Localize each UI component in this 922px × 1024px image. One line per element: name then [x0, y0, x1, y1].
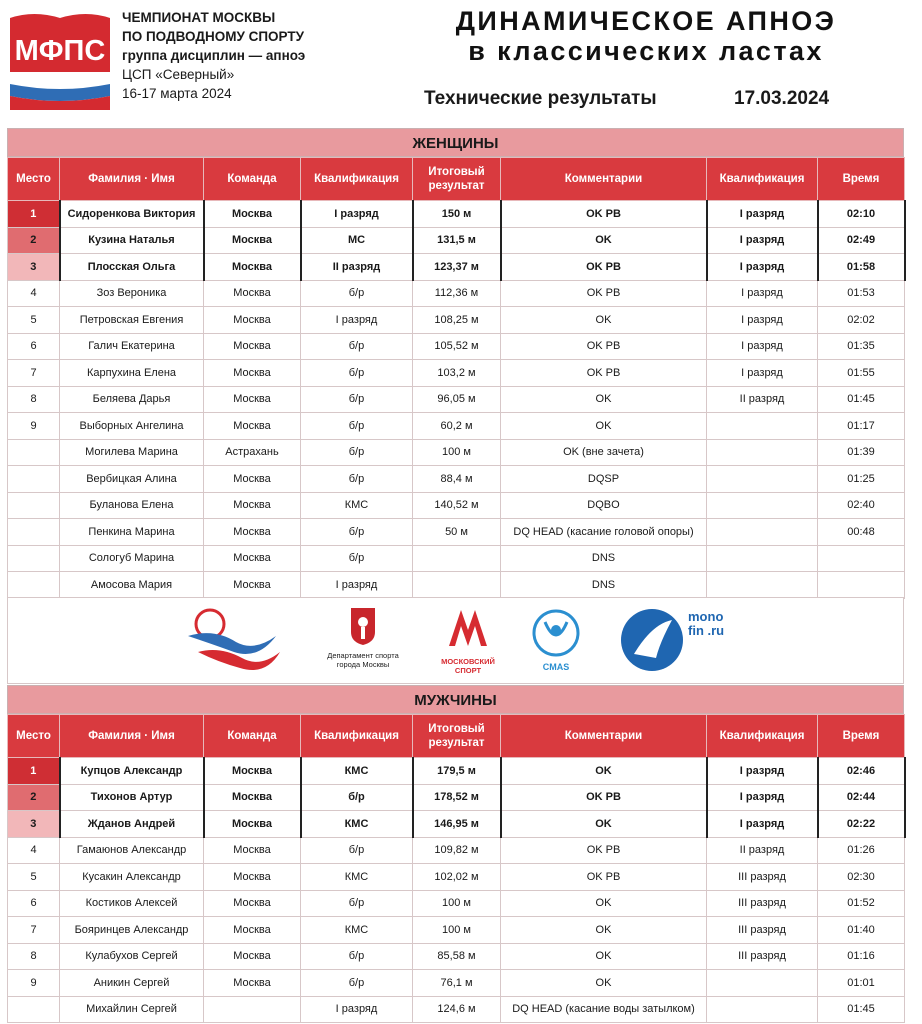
team-cell: Москва	[204, 784, 301, 811]
team-header: Команда	[204, 715, 301, 758]
place-cell	[8, 466, 60, 493]
team-cell: Москва	[204, 201, 301, 228]
qualification-cell: б/р	[301, 837, 413, 864]
comment-cell: OK РВ	[501, 201, 707, 228]
table-row	[8, 890, 905, 917]
table-row	[8, 970, 905, 997]
time-cell: 01:01	[818, 970, 905, 997]
name-cell: Плосская Ольга	[60, 254, 204, 281]
name-cell: Тихонов Артур	[60, 784, 204, 811]
name-cell: Михайлин Сергей	[60, 996, 204, 1023]
time-cell: 02:30	[818, 864, 905, 891]
team-cell: Москва	[204, 492, 301, 519]
qualification-cell: б/р	[301, 333, 413, 360]
result-cell: 146,95 м	[413, 811, 501, 838]
qualification-cell: I разряд	[301, 307, 413, 334]
name-cell: Аникин Сергей	[60, 970, 204, 997]
men-rows	[8, 758, 905, 1023]
place-cell: 1	[8, 758, 60, 785]
name-cell: Пенкина Марина	[60, 519, 204, 546]
time-cell: 02:02	[818, 307, 905, 334]
result-header: Итоговый результат	[413, 158, 501, 201]
place-cell	[8, 519, 60, 546]
place-cell	[8, 492, 60, 519]
team-cell: Москва	[204, 917, 301, 944]
women-title: ЖЕНЩИНЫ	[7, 128, 904, 157]
women-rows	[8, 201, 905, 599]
result-cell	[413, 572, 501, 599]
qualification-achieved-cell: I разряд	[707, 333, 818, 360]
qualification-achieved-cell: I разряд	[707, 360, 818, 387]
qualification-cell: II разряд	[301, 254, 413, 281]
qualification-cell: КМС	[301, 864, 413, 891]
team-cell: Москва	[204, 254, 301, 281]
qualification-cell: б/р	[301, 413, 413, 440]
name-cell: Галич Екатерина	[60, 333, 204, 360]
place-cell	[8, 439, 60, 466]
qualification-achieved-cell: III разряд	[707, 917, 818, 944]
qualification-cell: б/р	[301, 890, 413, 917]
table-row	[8, 492, 905, 519]
comment-cell: OK РВ	[501, 280, 707, 307]
comment-cell: OK	[501, 227, 707, 254]
place-cell: 2	[8, 227, 60, 254]
men-title: МУЖЧИНЫ	[7, 685, 904, 714]
swimmer-logo	[184, 606, 284, 679]
result-header: Итоговый результат	[413, 715, 501, 758]
qualification-achieved-cell	[707, 413, 818, 440]
team-cell: Москва	[204, 360, 301, 387]
place-cell: 4	[8, 837, 60, 864]
result-cell: 178,52 м	[413, 784, 501, 811]
comment-cell: OK РВ	[501, 864, 707, 891]
comment-cell: DQ HEAD (касание воды затылком)	[501, 996, 707, 1023]
place-cell: 3	[8, 254, 60, 281]
time-cell: 01:26	[818, 837, 905, 864]
name-header: Фамилия · Имя	[60, 158, 204, 201]
result-cell: 103,2 м	[413, 360, 501, 387]
result-cell: 100 м	[413, 917, 501, 944]
place-cell: 2	[8, 784, 60, 811]
result-cell: 102,02 м	[413, 864, 501, 891]
name-header: Фамилия · Имя	[60, 715, 204, 758]
comment-cell: DQSP	[501, 466, 707, 493]
qualification-achieved-cell	[707, 519, 818, 546]
time-cell: 01:58	[818, 254, 905, 281]
discipline-title	[380, 6, 912, 66]
table-row	[8, 280, 905, 307]
name-cell: Гамаюнов Александр	[60, 837, 204, 864]
event-dates: 16-17 марта 2024	[122, 86, 232, 101]
table-row	[8, 572, 905, 599]
place-cell: 3	[8, 811, 60, 838]
team-cell: Москва	[204, 466, 301, 493]
place-cell: 5	[8, 307, 60, 334]
team-cell: Москва	[204, 386, 301, 413]
name-cell: Могилева Марина	[60, 439, 204, 466]
place-cell	[8, 572, 60, 599]
comment-cell: OK	[501, 386, 707, 413]
comment-cell: OK	[501, 890, 707, 917]
result-cell: 140,52 м	[413, 492, 501, 519]
comment-cell: DQ HEAD (касание головой опоры)	[501, 519, 707, 546]
table-row	[8, 758, 905, 785]
result-cell: 131,5 м	[413, 227, 501, 254]
result-cell: 76,1 м	[413, 970, 501, 997]
qualification-achieved-cell: I разряд	[707, 280, 818, 307]
qualification-achieved-cell: III разряд	[707, 943, 818, 970]
name-cell: Карпухина Елена	[60, 360, 204, 387]
women-results-table	[7, 157, 906, 599]
team-cell: Москва	[204, 519, 301, 546]
place-header: Место	[8, 158, 60, 201]
name-cell: Кузина Наталья	[60, 227, 204, 254]
name-cell: Амосова Мария	[60, 572, 204, 599]
team-cell: Москва	[204, 811, 301, 838]
table-row	[8, 545, 905, 572]
team-cell	[204, 996, 301, 1023]
place-cell: 6	[8, 333, 60, 360]
time-cell: 01:52	[818, 890, 905, 917]
place-cell: 9	[8, 413, 60, 440]
comment-cell: OK	[501, 758, 707, 785]
result-cell: 88,4 м	[413, 466, 501, 493]
team-cell: Москва	[204, 572, 301, 599]
qualification-cell: б/р	[301, 784, 413, 811]
time-cell: 02:22	[818, 811, 905, 838]
place-header: Место	[8, 715, 60, 758]
table-row	[8, 784, 905, 811]
result-cell: 109,82 м	[413, 837, 501, 864]
discipline-title-line2: в классических ластах	[468, 36, 824, 66]
moscow-sport-department-caption: Департамент спорта города Москвы	[327, 651, 399, 669]
place-cell	[8, 996, 60, 1023]
time-header: Время	[818, 715, 905, 758]
comment-cell: OK	[501, 811, 707, 838]
qualification-cell: б/р	[301, 970, 413, 997]
table-row	[8, 227, 905, 254]
qualification-cell: КМС	[301, 917, 413, 944]
comment-cell: OK	[501, 970, 707, 997]
qualification-achieved-cell	[707, 492, 818, 519]
time-cell: 01:25	[818, 466, 905, 493]
result-cell: 85,58 м	[413, 943, 501, 970]
comment-cell: OK РВ	[501, 837, 707, 864]
qualification-achieved-cell: III разряд	[707, 864, 818, 891]
comment-cell: DNS	[501, 572, 707, 599]
name-cell: Зоз Вероника	[60, 280, 204, 307]
qualification-cell: МС	[301, 227, 413, 254]
time-cell: 01:53	[818, 280, 905, 307]
comment-cell: OK	[501, 413, 707, 440]
team-cell: Москва	[204, 307, 301, 334]
team-cell: Москва	[204, 970, 301, 997]
result-cell: 108,25 м	[413, 307, 501, 334]
name-cell: Костиков Алексей	[60, 890, 204, 917]
place-cell	[8, 545, 60, 572]
time-cell: 02:44	[818, 784, 905, 811]
results-date: 17.03.2024	[734, 88, 830, 109]
qualification-cell: I разряд	[301, 572, 413, 599]
qualification-cell: б/р	[301, 439, 413, 466]
cmas-logo	[528, 608, 584, 672]
comment-cell: DQBO	[501, 492, 707, 519]
team-cell: Москва	[204, 890, 301, 917]
qualification-cell: б/р	[301, 360, 413, 387]
qualification-achieved-cell: I разряд	[707, 227, 818, 254]
qualification-achieved-cell: I разряд	[707, 811, 818, 838]
discipline-group: группа дисциплин — апноэ	[122, 48, 306, 63]
name-cell: Петровская Евгения	[60, 307, 204, 334]
result-cell: 100 м	[413, 439, 501, 466]
team-header: Команда	[204, 158, 301, 201]
qualification-cell: б/р	[301, 280, 413, 307]
result-cell: 179,5 м	[413, 758, 501, 785]
name-cell: Беляева Дарья	[60, 386, 204, 413]
time-cell: 02:10	[818, 201, 905, 228]
event-info	[122, 8, 352, 103]
result-cell: 105,52 м	[413, 333, 501, 360]
qualification-cell: КМС	[301, 811, 413, 838]
qualification-cell: б/р	[301, 943, 413, 970]
table-row	[8, 519, 905, 546]
place-cell: 6	[8, 890, 60, 917]
place-cell: 5	[8, 864, 60, 891]
time-cell: 02:46	[818, 758, 905, 785]
qualification-achieved-cell: I разряд	[707, 784, 818, 811]
place-cell: 8	[8, 386, 60, 413]
comment-cell: DNS	[501, 545, 707, 572]
time-cell: 00:48	[818, 519, 905, 546]
women-section	[7, 128, 904, 599]
qualification-achieved-cell	[707, 466, 818, 493]
table-row	[8, 811, 905, 838]
venue: ЦСП «Северный»	[122, 67, 235, 82]
name-cell: Жданов Андрей	[60, 811, 204, 838]
name-cell: Буланова Елена	[60, 492, 204, 519]
men-header-row	[8, 715, 905, 758]
qualification-achieved-cell	[707, 572, 818, 599]
time-cell: 01:35	[818, 333, 905, 360]
team-cell: Москва	[204, 864, 301, 891]
logo-text: МФПС	[14, 35, 106, 67]
qualification-cell: б/р	[301, 519, 413, 546]
place-cell: 7	[8, 917, 60, 944]
table-row	[8, 837, 905, 864]
result-cell: 50 м	[413, 519, 501, 546]
women-header-row	[8, 158, 905, 201]
table-row	[8, 254, 905, 281]
comment-cell: OK (вне зачета)	[501, 439, 707, 466]
name-cell: Выборных Ангелина	[60, 413, 204, 440]
team-cell: Москва	[204, 758, 301, 785]
name-cell: Сологуб Марина	[60, 545, 204, 572]
sport-name: ПО ПОДВОДНОМУ СПОРТУ	[122, 29, 305, 44]
table-row	[8, 917, 905, 944]
cmas-caption: CMAS	[542, 662, 570, 672]
qualification-achieved-cell: I разряд	[707, 254, 818, 281]
qualification-cell: б/р	[301, 466, 413, 493]
comments-header: Комментарии	[501, 715, 707, 758]
result-cell: 112,36 м	[413, 280, 501, 307]
comment-cell: OK	[501, 307, 707, 334]
comment-cell: OK РВ	[501, 333, 707, 360]
qualification-header: Квалификация	[301, 715, 413, 758]
time-cell: 01:39	[818, 439, 905, 466]
comment-cell: OK РВ	[501, 784, 707, 811]
qualification-cell: I разряд	[301, 201, 413, 228]
qualification-achieved-cell: I разряд	[707, 758, 818, 785]
qualification-cell: КМС	[301, 492, 413, 519]
qualification-cell: I разряд	[301, 996, 413, 1023]
championship-title: ЧЕМПИОНАТ МОСКВЫ	[122, 10, 276, 25]
table-row	[8, 943, 905, 970]
qualification-achieved-header: Квалификация	[707, 715, 818, 758]
table-row	[8, 996, 905, 1023]
table-row	[8, 333, 905, 360]
time-header: Время	[818, 158, 905, 201]
time-cell	[818, 545, 905, 572]
name-cell: Кулабухов Сергей	[60, 943, 204, 970]
qualification-achieved-header: Квалификация	[707, 158, 818, 201]
comment-cell: OK	[501, 943, 707, 970]
table-row	[8, 386, 905, 413]
time-cell: 01:55	[818, 360, 905, 387]
sponsor-logos	[7, 597, 904, 684]
qualification-cell: б/р	[301, 545, 413, 572]
result-cell: 123,37 м	[413, 254, 501, 281]
table-row	[8, 466, 905, 493]
place-cell: 7	[8, 360, 60, 387]
men-results-table	[7, 714, 906, 1023]
discipline-title-line1: ДИНАМИЧЕСКОЕ АПНОЭ	[455, 6, 837, 36]
qualification-achieved-cell	[707, 970, 818, 997]
comment-cell: OK	[501, 917, 707, 944]
team-cell: Астрахань	[204, 439, 301, 466]
place-cell: 9	[8, 970, 60, 997]
team-cell: Москва	[204, 227, 301, 254]
name-cell: Вербицкая Алина	[60, 466, 204, 493]
qualification-cell: б/р	[301, 386, 413, 413]
comment-cell: OK РВ	[501, 360, 707, 387]
name-cell: Сидоренкова Виктория	[60, 201, 204, 228]
qualification-achieved-cell	[707, 439, 818, 466]
time-cell: 01:16	[818, 943, 905, 970]
qualification-achieved-cell: II разряд	[707, 837, 818, 864]
time-cell: 01:45	[818, 386, 905, 413]
qualification-achieved-cell: III разряд	[707, 890, 818, 917]
name-cell: Бояринцев Александр	[60, 917, 204, 944]
qualification-achieved-cell: I разряд	[707, 307, 818, 334]
table-row	[8, 864, 905, 891]
qualification-achieved-cell	[707, 996, 818, 1023]
result-cell: 60,2 м	[413, 413, 501, 440]
team-cell: Москва	[204, 943, 301, 970]
table-row	[8, 201, 905, 228]
qualification-achieved-cell: II разряд	[707, 386, 818, 413]
result-cell: 96,05 м	[413, 386, 501, 413]
team-cell: Москва	[204, 545, 301, 572]
team-cell: Москва	[204, 280, 301, 307]
qualification-achieved-cell	[707, 545, 818, 572]
name-cell: Купцов Александр	[60, 758, 204, 785]
moscow-sport-caption: МОСКОВСКИЙ СПОРТ	[441, 657, 495, 675]
time-cell: 01:17	[818, 413, 905, 440]
mfps-logo	[8, 10, 112, 110]
results-subtitle: Технические результаты	[424, 88, 657, 109]
name-cell: Кусакин Александр	[60, 864, 204, 891]
table-row	[8, 413, 905, 440]
team-cell: Москва	[204, 837, 301, 864]
place-cell: 8	[8, 943, 60, 970]
time-cell: 02:40	[818, 492, 905, 519]
time-cell: 02:49	[818, 227, 905, 254]
table-row	[8, 360, 905, 387]
time-cell: 01:45	[818, 996, 905, 1023]
qualification-achieved-cell: I разряд	[707, 201, 818, 228]
table-row	[8, 439, 905, 466]
monofin-logo	[616, 606, 726, 679]
comments-header: Комментарии	[501, 158, 707, 201]
result-cell: 124,6 м	[413, 996, 501, 1023]
team-cell: Москва	[204, 413, 301, 440]
monofin-caption: mono fin .ru	[688, 609, 725, 638]
result-cell: 100 м	[413, 890, 501, 917]
result-cell: 150 м	[413, 201, 501, 228]
team-cell: Москва	[204, 333, 301, 360]
result-cell	[413, 545, 501, 572]
time-cell	[818, 572, 905, 599]
moscow-sport-logo	[438, 606, 498, 675]
place-cell: 4	[8, 280, 60, 307]
men-section	[7, 685, 904, 1023]
time-cell: 01:40	[818, 917, 905, 944]
place-cell: 1	[8, 201, 60, 228]
comment-cell: OK РВ	[501, 254, 707, 281]
table-row	[8, 307, 905, 334]
qualification-cell: КМС	[301, 758, 413, 785]
qualification-header: Квалификация	[301, 158, 413, 201]
moscow-sport-department-logo	[318, 606, 408, 669]
